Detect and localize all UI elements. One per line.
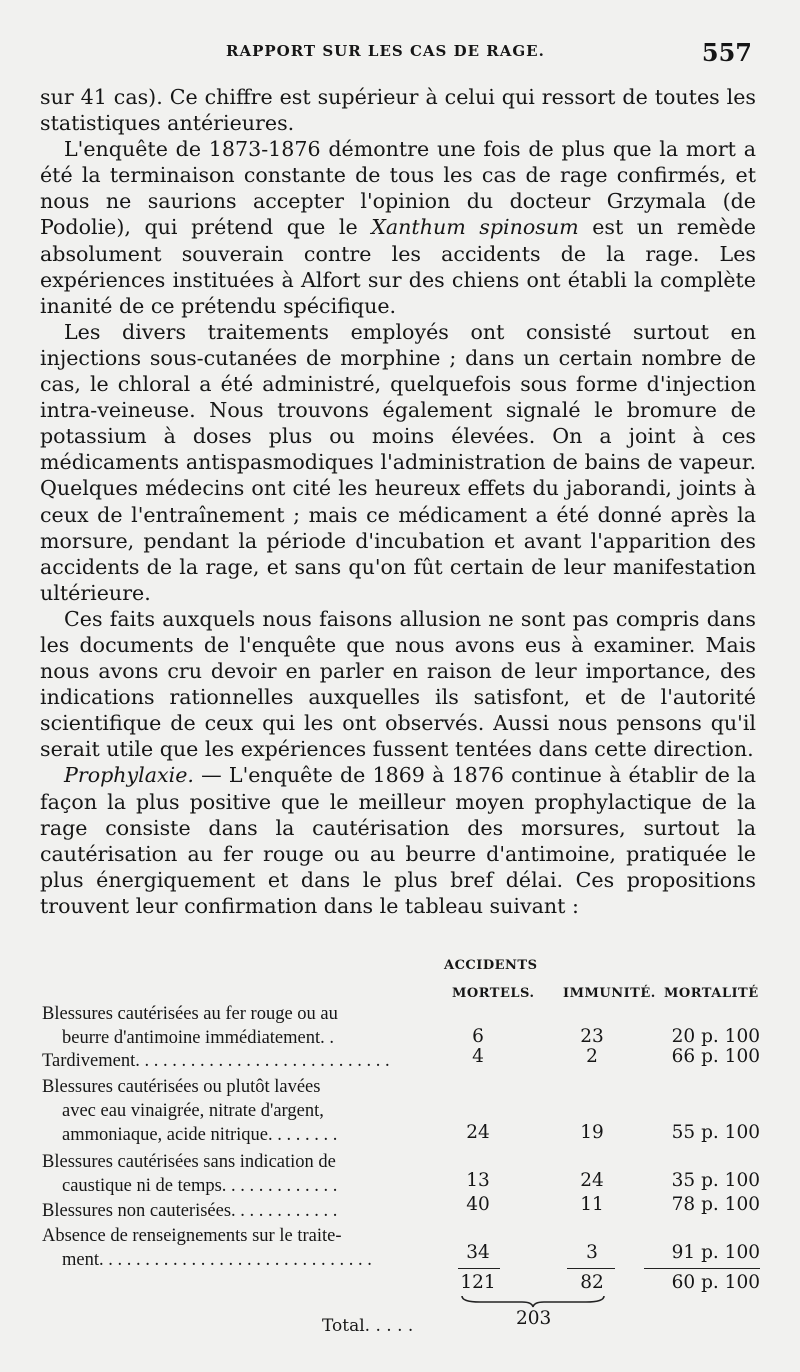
- total-immunite: 82: [580, 1272, 604, 1293]
- column-header-mortels: MORTELS.: [452, 986, 535, 1001]
- statistics-table: [40, 958, 760, 1338]
- total-mortels: 121: [460, 1272, 496, 1293]
- running-title: RAPPORT SUR LES CAS DE RAGE.: [226, 42, 545, 60]
- column-header-mortalite: MORTALITÉ: [664, 986, 759, 1001]
- cell-immunite: 3: [586, 1242, 598, 1263]
- grand-total: 203: [516, 1308, 552, 1329]
- cell-immunite: 2: [586, 1046, 598, 1067]
- table-row-label: Tardivement. . . . . . . . . . . . . . . . . . . . . . . . . . . .: [42, 1051, 390, 1071]
- sum-rule: [458, 1268, 500, 1269]
- total-label: Total. . . . .: [322, 1316, 414, 1336]
- column-header-immunite: IMMUNITÉ.: [563, 986, 656, 1001]
- cell-mortalite: 35 p. 100: [671, 1170, 760, 1191]
- paragraph: sur 41 cas). Ce chiffre est supérieur à celui qui ressort de toutes les statistiques antérieures.: [40, 85, 756, 136]
- cell-mortalite: 66 p. 100: [671, 1046, 760, 1067]
- cell-immunite: 24: [580, 1170, 604, 1191]
- body-text: [40, 84, 756, 919]
- cell-mortels: 34: [466, 1242, 490, 1263]
- sum-rule: [644, 1268, 760, 1269]
- table-row-label: Blessures non cauterisées. . . . . . . . . . . .: [42, 1201, 338, 1221]
- cell-immunite: 23: [580, 1026, 604, 1047]
- cell-immunite: 11: [580, 1194, 604, 1215]
- cell-mortels: 13: [466, 1170, 490, 1191]
- table-row-label: Blessures cautérisées au fer rouge ou au beurre d'antimoine immédiatement. .: [42, 1004, 338, 1048]
- cell-mortalite: 91 p. 100: [671, 1242, 760, 1263]
- section-heading: Prophylaxie.: [64, 763, 194, 788]
- cell-mortels: 6: [472, 1026, 484, 1047]
- cell-mortels: 40: [466, 1194, 490, 1215]
- cell-mortalite: 78 p. 100: [671, 1194, 760, 1215]
- cell-mortalite: 20 p. 100: [671, 1026, 760, 1047]
- cell-mortels: 24: [466, 1122, 490, 1143]
- cell-mortalite: 55 p. 100: [671, 1122, 760, 1143]
- brace-icon: [460, 1294, 606, 1308]
- table-group-header: ACCIDENTS: [444, 958, 538, 973]
- total-mortalite: 60 p. 100: [671, 1272, 760, 1293]
- page-number: 557: [701, 38, 752, 67]
- emphasis: Xanthum spinosum: [371, 215, 579, 240]
- cell-immunite: 19: [580, 1122, 604, 1143]
- table-row-label: Blessures cautérisées ou plutôt lavées avec eau vinaigrée, nitrate d'argent, ammoniaque, acide nitrique. . . . . . . .: [42, 1077, 338, 1145]
- paragraph: Les divers traitements employés ont consisté surtout en injections sous-cutanées de morphine ; dans un certain nombre de cas, le chloral a été administré, quelquefois sous forme d'injection intra-veineuse. Nous trouvons également signalé le bromure de potassium à doses plus ou moins élevées. On a joint à ces médicaments antispasmodiques l'administration de bains de vapeur. Quelques médecins ont cité les heureux effets du jaborandi, joints à ceux de l'entraînement ; mais ce médicament a été donné après la morsure, pendant la période d'incubation et avant l'apparition des accidents de la rage, et sans qu'on fût certain de leur manifestation ultérieure.: [40, 319, 756, 605]
- running-header: [40, 40, 760, 74]
- paragraph: Ces faits auxquels nous faisons allusion ne sont pas compris dans les documents de l'enquête que nous avons eus à examiner. Mais nous avons cru devoir en parler en raison de leur importance, des indications rationnelles auxquelles ils satisfont, et de l'autorité scientifique de ceux qui les ont observés. Aussi nous pensons qu'il serait utile que les expériences fussent tentées dans cette direction.: [40, 606, 756, 762]
- table-row-label: Absence de renseignements sur le traite- ment. . . . . . . . . . . . . . . . . . . . . . . . . . . . . .: [42, 1226, 372, 1270]
- cell-mortels: 4: [472, 1046, 484, 1067]
- sum-rule: [567, 1268, 615, 1269]
- paragraph: L'enquête de 1873-1876 démontre une fois de plus que la mort a été la terminaison constante de tous les cas de rage confirmés, et nous ne saurions accepter l'opinion du docteur Grzymala (de Podolie), qui prétend que le Xanthum spinosum est un remède absolument souverain contre les accidents de la rage. Les expériences instituées à Alfort sur des chiens ont établi la complète inanité de ce prétendu spécifique.: [40, 137, 756, 318]
- table-row-label: Blessures cautérisées sans indication de caustique ni de temps. . . . . . . . . . . . .: [42, 1152, 338, 1196]
- paragraph: Prophylaxie. — L'enquête de 1869 à 1876 continue à établir de la façon la plus positive que le meilleur moyen prophylactique de la rage consiste dans la cautérisation des morsures, surtout la cautérisation au fer rouge ou au beurre d'antimoine, pratiquée le plus énergiquement et dans le plus bref délai. Ces propositions trouvent leur confirmation dans le tableau suivant :: [40, 763, 756, 918]
